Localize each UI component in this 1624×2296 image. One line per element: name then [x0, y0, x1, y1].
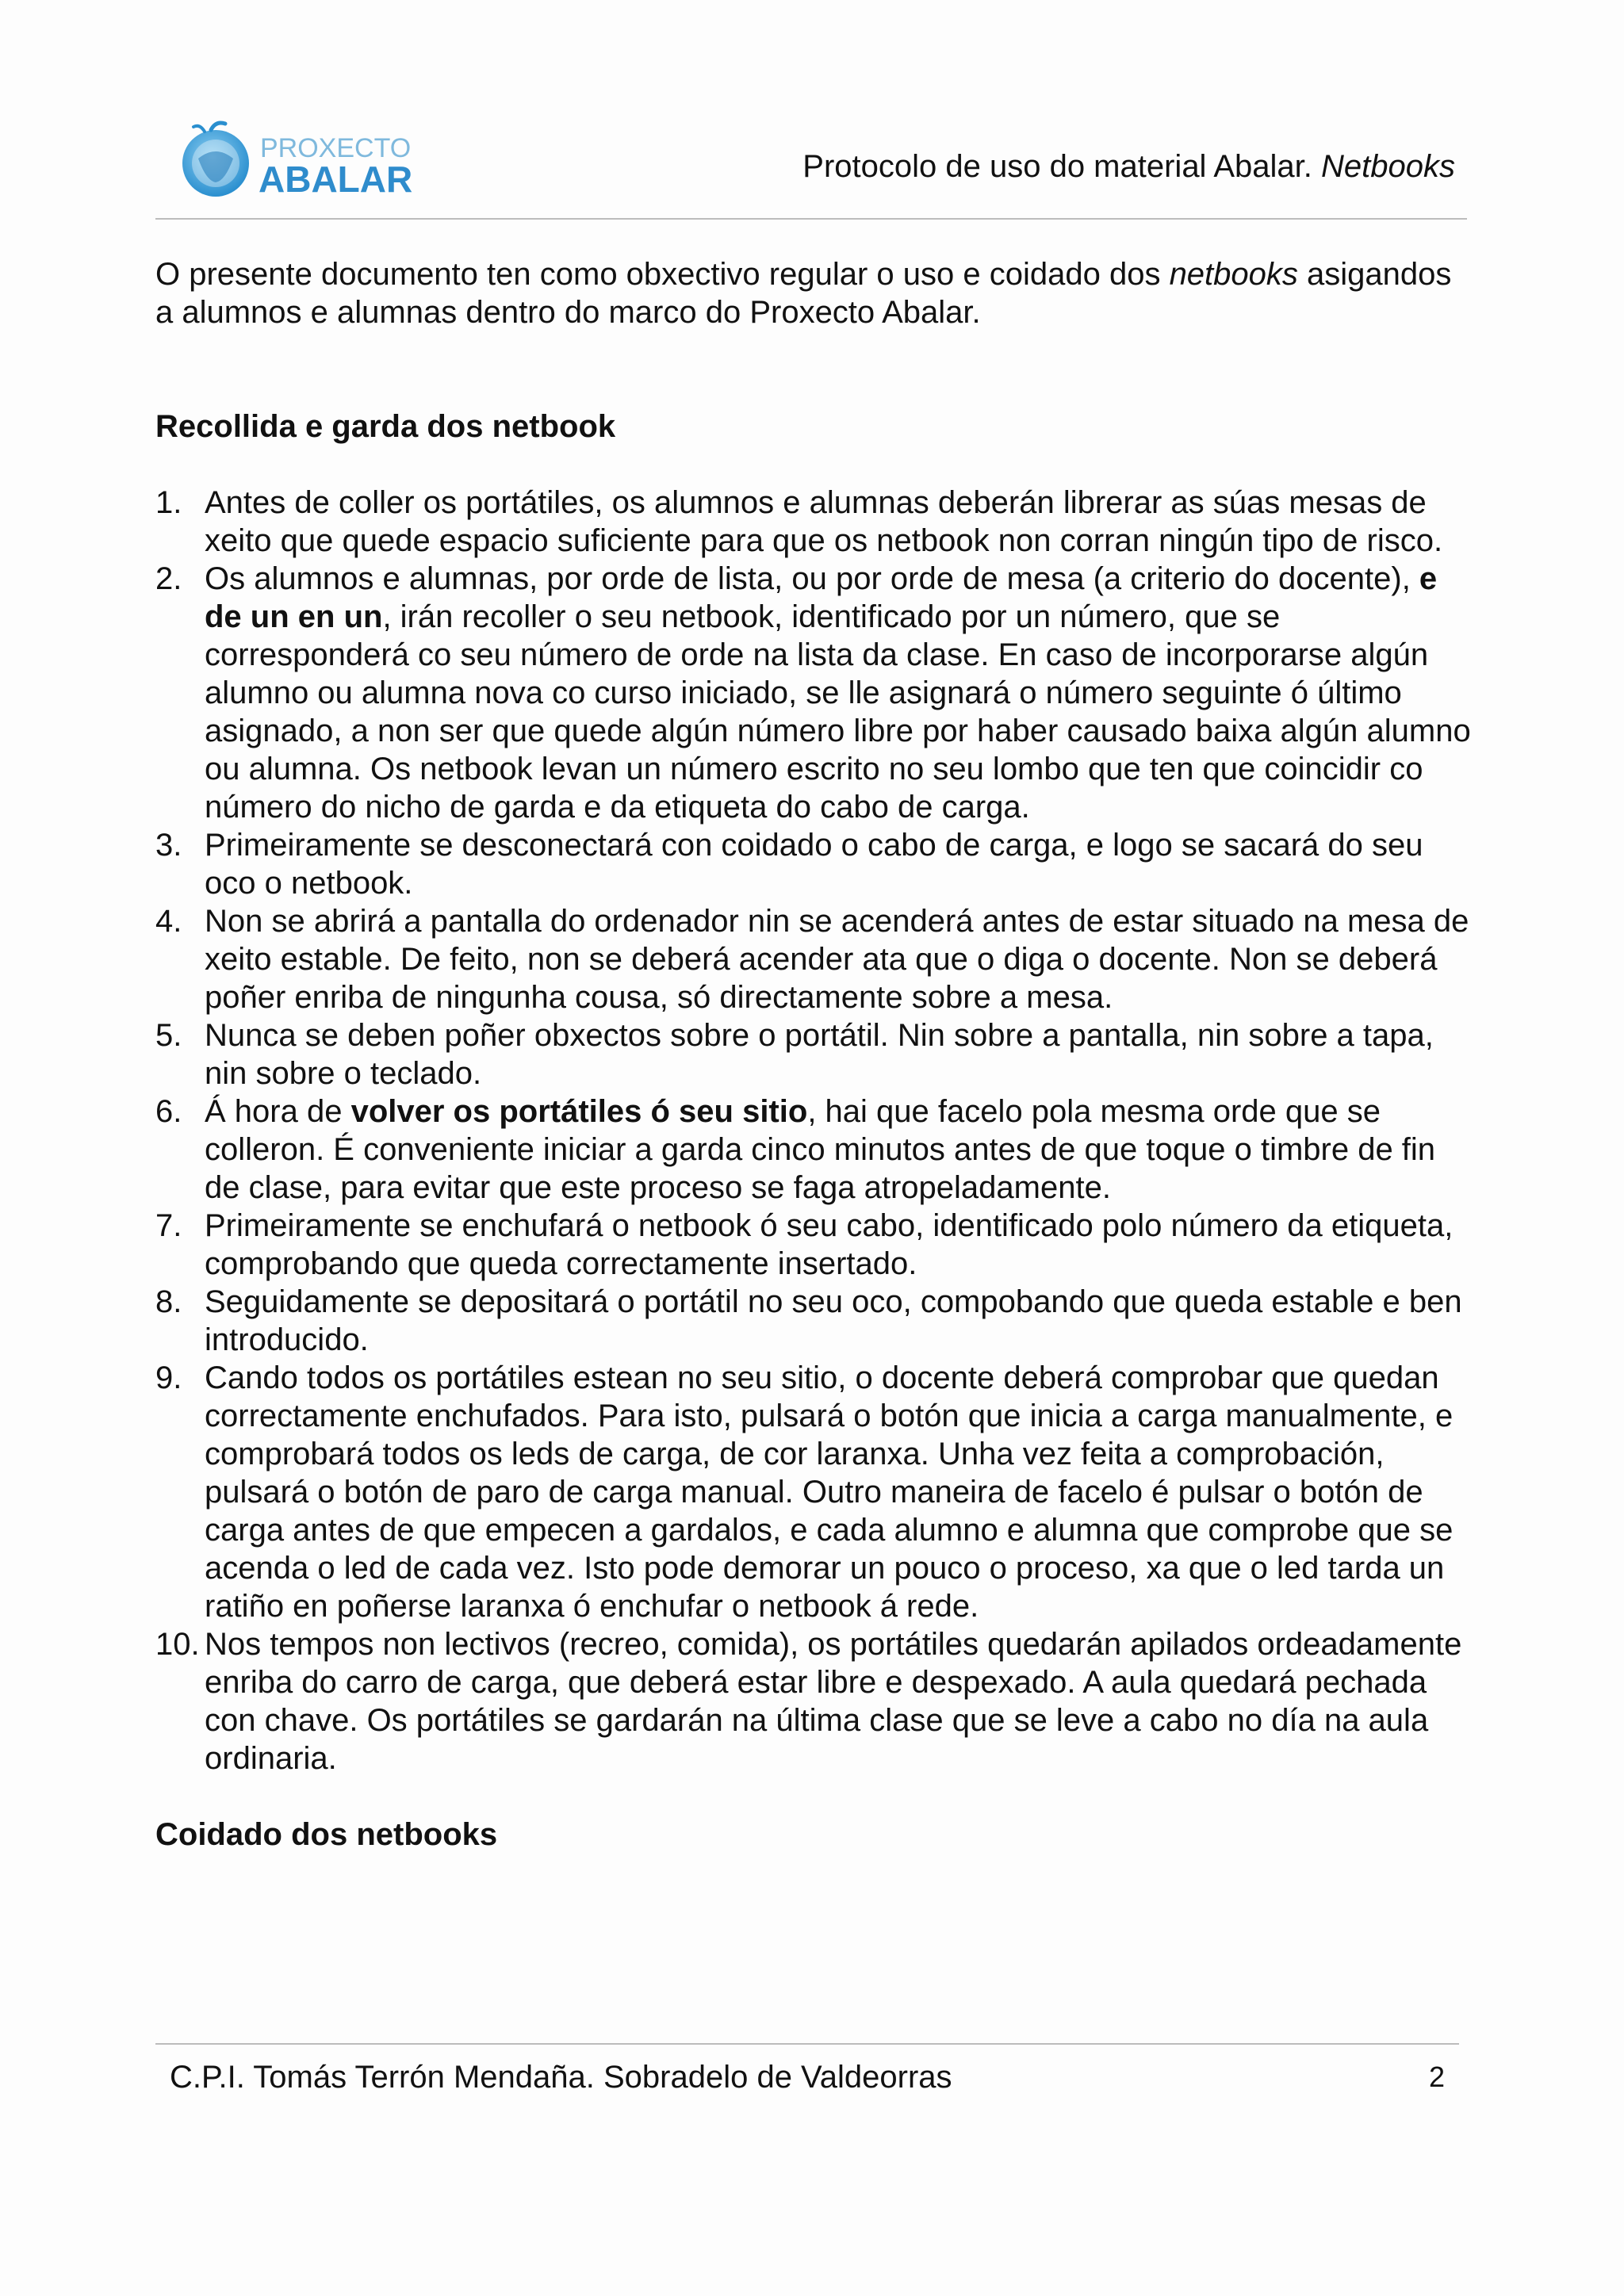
section-heading-recollida: Recollida e garda dos netbook	[155, 409, 616, 444]
globe-icon	[182, 123, 249, 197]
list-item: 5. Nunca se deben poñer obxectos sobre o portátil. Nin sobre a pantalla, nin sobre a tapa, nin sobre o teclado.	[155, 1018, 1434, 1091]
list-item: 3. Primeiramente se desconectará con coidado o cabo de carga, e logo se sacará do seu oco o netbook.	[155, 828, 1423, 901]
protocol-list	[155, 484, 1472, 1777]
list-item: 10. Nos tempos non lectivos (recreo, comida), os portátiles quedarán apilados ordeadamente enriba do carro de carga, que deberá estar libre e despexado. A aula quedará pechada con chave. Os portátiles se gardarán na última clase que se leve a cabo no día na aula ordinaria.	[155, 1627, 1462, 1776]
footer-school-name: C.P.I. Tomás Terrón Mendaña. Sobradelo de Valdeorras	[170, 2060, 952, 2095]
logo-text-line2: ABALAR	[259, 159, 413, 200]
document-body	[155, 255, 1472, 1854]
document-header-title	[802, 147, 1455, 186]
list-item: 2. Os alumnos e alumnas, por orde de lista, ou por orde de mesa (a criterio do docente), e de un en un, irán recoller o seu netbook, identificado por un número, que se corresponderá co seu número de orde na lista da clase. En caso de incorporarse algún alumno ou alumna nova co curso iniciado, se lle asignará o número seguinte ó último asignado, a non ser que quede algún número libre por haber causado baixa algún alumno ou alumna. Os netbook levan un número escrito no seu lombo que ten que coincidir co número do nicho de garda e da etiqueta do cabo de carga.	[155, 561, 1471, 825]
list-item: 9. Cando todos os portátiles estean no seu sitio, o docente deberá comprobar que quedan correctamente enchufados. Para isto, pulsará o botón que inicia a carga manualmente, e comprobará todos os leds de carga, de cor laranxa. Unha vez feita a comprobación, pulsará o botón de paro de carga manual. Outro maneira de facelo é pulsar o botón de carga antes de que empecen a gardalos, e cada alumno e alumna que comprobe que se acenda o led de cada vez. Isto pode demorar un pouco o proceso, xa que o led tarda un ratiño en poñerse laranxa ó enchufar o netbook á rede.	[155, 1360, 1454, 1624]
header-title-plain: Protocolo de uso do material Abalar.	[802, 149, 1312, 184]
header-divider	[155, 218, 1467, 220]
section-heading-coidado: Coidado dos netbooks	[155, 1817, 498, 1852]
list-item: 8. Seguidamente se depositará o portátil no seu oco, compobando que queda estable e ben introducido.	[155, 1284, 1462, 1357]
list-item: 4. Non se abrirá a pantalla do ordenador nin se acenderá antes de estar situado na mesa de xeito estable. De feito, non se deberá acender ata que o diga o docente. Non se deberá poñer enriba de ningunha cousa, só directamente sobre a mesa.	[155, 904, 1469, 1015]
list-item: 1. Antes de coller os portátiles, os alumnos e alumnas deberán librerar as súas mesas de xeito que quede espacio suficiente para que os netbook non corran ningún tipo de risco.	[155, 485, 1443, 558]
header-title-italic: Netbooks	[1321, 149, 1455, 184]
logo-text-line1: PROXECTO	[260, 133, 412, 163]
list-item: 7. Primeiramente se enchufará o netbook ó seu cabo, identificado polo número da etiqueta, comprobando que queda correctamente insertado.	[155, 1208, 1454, 1281]
intro-paragraph: O presente documento ten como obxectivo regular o uso e coidado dos netbooks asigandos a alumnos e alumnas dentro do marco do Proxecto Abalar.	[155, 257, 1452, 330]
list-item: 6. Á hora de volver os portátiles ó seu sitio, hai que facelo pola mesma orde que se colleron. É conveniente iniciar a garda cinco minutos antes de que toque o timbre de fin de clase, para evitar que este proceso se faga atropeladamente.	[155, 1094, 1436, 1205]
proxecto-abalar-logo	[176, 117, 446, 205]
footer-divider	[155, 2043, 1459, 2045]
page-number: 2	[1428, 2061, 1445, 2093]
